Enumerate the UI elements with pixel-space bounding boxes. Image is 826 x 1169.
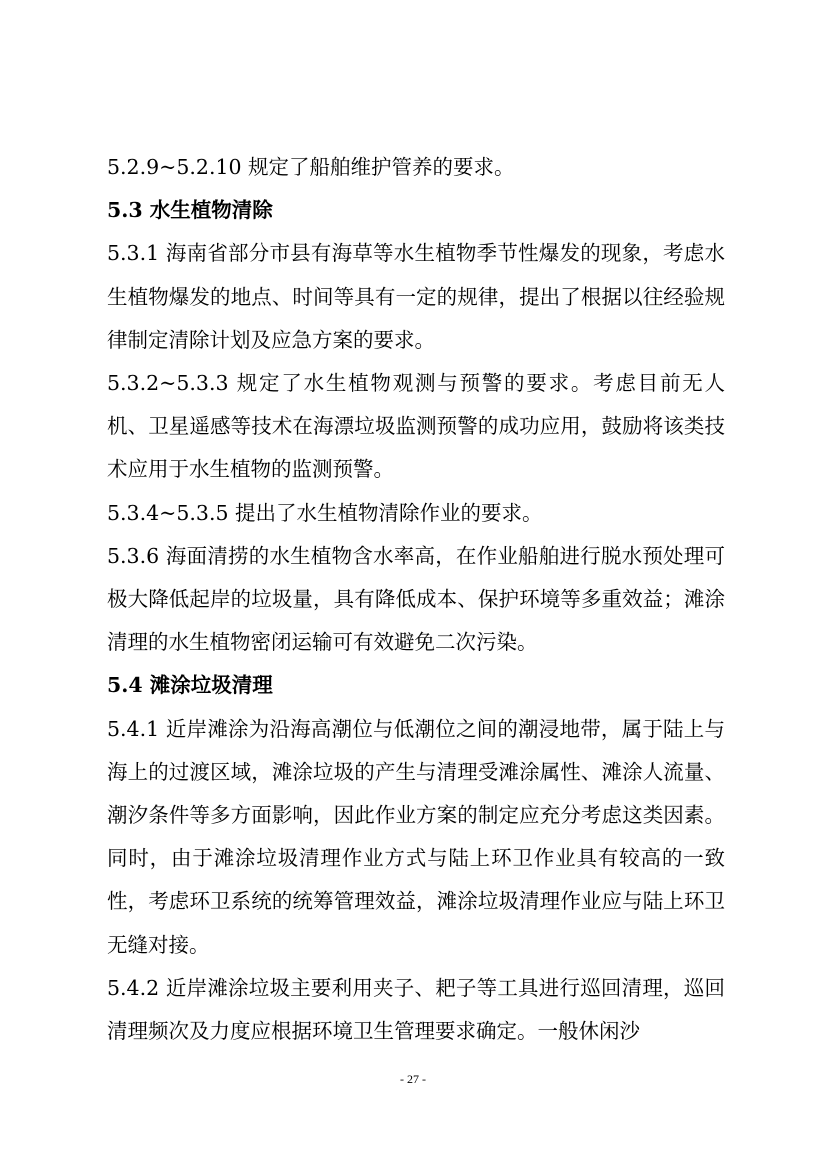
section-heading-5-4: 5.4 滩涂垃圾清理 xyxy=(107,673,273,698)
paragraph-5-3-6: 5.3.6 海面清捞的水生植物含水率高，在作业船舶进行脱水预处理可极大降低起岸的垃圾量，具有降低成本、保护环境等多重效益；滩涂清理的水生植物密闭运输可有效避免二次污染。 xyxy=(107,543,725,655)
paragraph-5-4-1: 5.4.1 近岸滩涂为沿海高潮位与低潮位之间的潮浸地带，属于陆上与海上的过渡区域，滩涂垃圾的产生与清理受滩涂属性、滩涂人流量、潮汐条件等多方面影响，因此作业方案的制定应充分考虑这类因素。同时，由于滩涂垃圾清理作业方式与陆上环卫作业具有较高的一致性，考虑环卫系统的统筹管理效益，滩涂垃圾清理作业应与陆上环卫无缝对接。 xyxy=(107,716,725,957)
paragraph-5-3-4: 5.3.4~5.3.5 提出了水生植物清除作业的要求。 xyxy=(107,500,543,525)
document-body xyxy=(107,146,725,1053)
paragraph-5-3-1: 5.3.1 海南省部分市县有海草等水生植物季节性爆发的现象，考虑水生植物爆发的地点、时间等具有一定的规律，提出了根据以往经验规律制定清除计划及应急方案的要求。 xyxy=(107,241,725,352)
paragraph-5-3-2: 5.3.2~5.3.3 规定了水生植物观测与预警的要求。考虑目前无人机、卫星遥感等技术在海漂垃圾监测预警的成功应用，鼓励将该类技术应用于水生植物的监测预警。 xyxy=(107,371,725,482)
paragraph-5-4-2: 5.4.2 近岸滩涂垃圾主要利用夹子、耙子等工具进行巡回清理，巡回清理频次及力度应根据环境卫生管理要求确定。一般休闲沙 xyxy=(107,975,725,1044)
paragraph-5-2-9: 5.2.9~5.2.10 规定了船舶维护管养的要求。 xyxy=(107,155,515,179)
page-number: - 27 - xyxy=(400,1072,426,1086)
section-heading-5-3: 5.3 水生植物清除 xyxy=(107,198,273,223)
